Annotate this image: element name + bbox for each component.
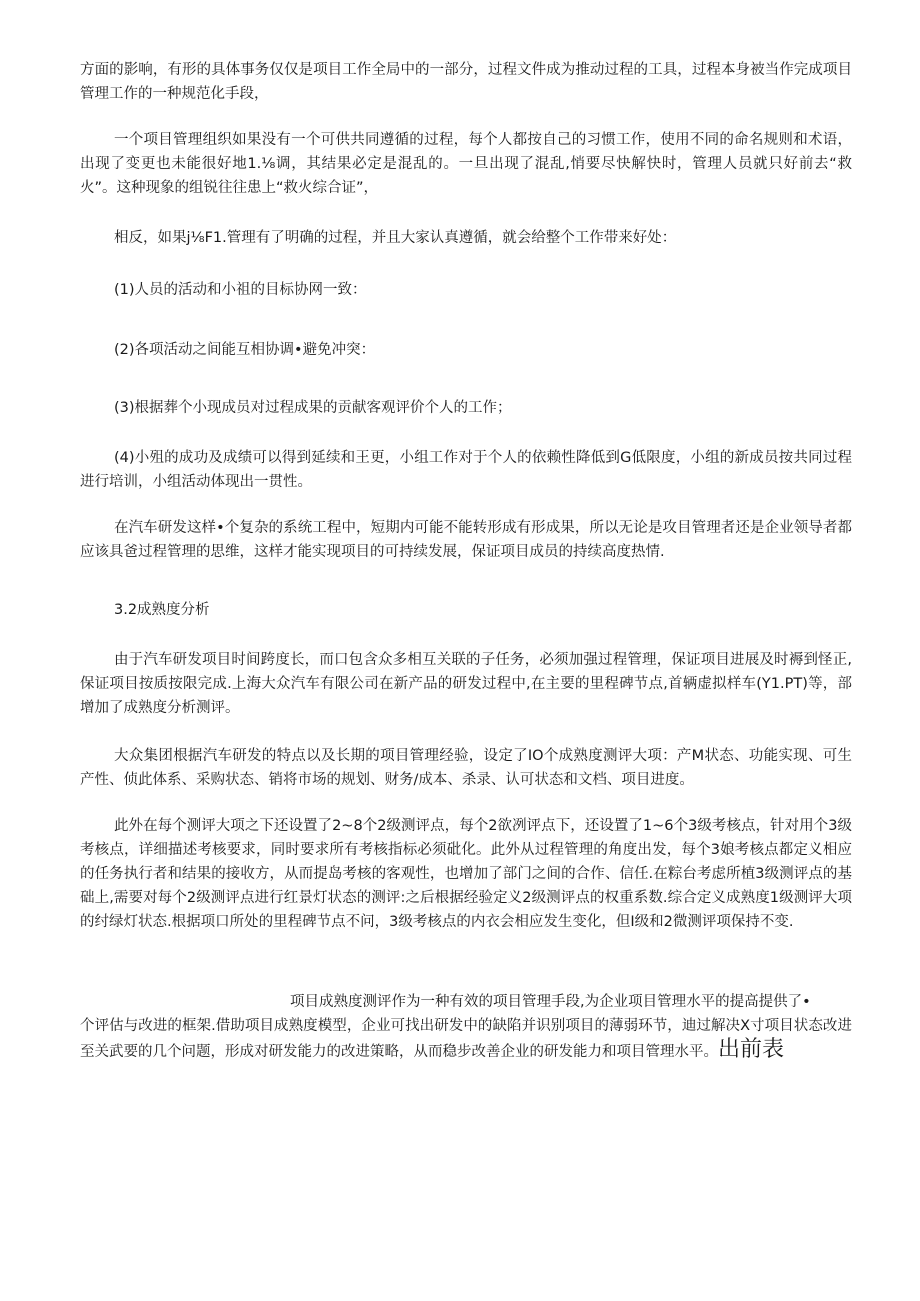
paragraph-8-body: 个评估与改进的框架.借助项目成熟度模型，企业可找出研发中的缺陷并识别项目的薄弱环节，迪过解决X寸项目状态改进至关武要的几个问题，形成对研发能力的改进策略，从而稳步改善企业的研发能力和项目管理水平。: [80, 1018, 852, 1060]
paragraph-8: [80, 1014, 852, 1064]
list-item-4: (4)小殂的成功及成绩可以得到延续和王更，小组工作对于个人的依赖性降低到G低限度，小组的新成员按共同过程进行培训，小组活动体现出一贯性。: [80, 450, 852, 490]
paragraph-6: 大众集团根据汽车研发的特点以及长期的项目管理经验，设定了IO个成熟度测评大项：产M状态、功能实现、可生产性、侦此体系、采购状态、销将市场的规划、财务/成本、杀录、认可状态和文档、项目进度。: [80, 748, 852, 788]
paragraph-2: 一个项目管理组织如果没有一个可供共同遵循的过程，每个人都按自己的习惯工作，使用不同的命名规则和术语，出现了变更也未能很好地1.⅛调，其结果必定是混乱的。一旦出现了混乱,悄要尽快解快时，管理人员就只好前去“救火”。这种现象的组锐往往患上“救火综合证”，: [80, 132, 852, 196]
section-heading: 3.2成熟度分析: [114, 602, 210, 618]
paragraph-8-large-text: 出前表: [718, 1037, 785, 1062]
paragraph-4: 在汽车研发这样•个复杂的系统工程中，短期内可能不能转形成有形成果，所以无论是攻目管理者还是企业领导者都应该具爸过程管理的思维，这样才能实现项目的可持续发展，保证项目成员的持续高度热情.: [80, 520, 852, 560]
paragraph-8-first-line: 项目成熟度测评作为一种有效的项目管理手段,为企业项目管理水平的提高提供了•: [290, 994, 811, 1010]
paragraph-5: 由于汽车研发项目时间跨度长，而口包含众多相互关联的子任务，必须加强过程管理，保证项目进展及时褥到怪正,保证项目按质按限完成.上海大众汽车有限公司在新产品的研发过程中,在主要的里程碑节点,首辆虚拟样车(Y1.PT)等，部增加了成熟度分析测评。: [80, 652, 852, 716]
paragraph-3: 相反，如果j⅛F1.管理有了明确的过程，并且大家认真遵循，就会给整个工作带来好处：: [114, 230, 677, 246]
paragraph-1: 方面的影响，有形的具体事务仅仅是项目工作全局中的一部分，过程文件成为推动过程的工具，过程本身被当作完成项目管理工作的一种规范化手段，: [80, 62, 852, 102]
list-item-3: (3)根据葬个小现成员对过程成果的贡献客观评价个人的工作；: [114, 400, 512, 416]
list-item-1: (1)人员的活动和小祖的目标协网一致：: [114, 282, 367, 298]
paragraph-7: 此外在每个测评大项之下还设置了2~8个2级测评点，每个2欲冽评点下，还设置了1~6个3级考核点，针对用个3级考核点，详细描述考核要求，同时要求所有考核指标必须砒化。此外从过程管理的角度出发，每个3娘考核点都定义相应的任务执行者和结果的接收方，从而提岛考核的客观性，也增加了部门之间的合作、信任.在粽台考虑所植3级测评点的基础上,需要对每个2级测评点进行红景灯状态的测评:之后根据经验定义2级测评点的权重系数.综合定义成熟度1级测评大项的纣绿灯状态.根据项口所处的里程碑节点不问，3级考核点的内衣会相应发生变化，但I级和2微测评项保持不变.: [80, 818, 852, 930]
list-item-2: (2)各项活动之间能互相协调•避免冲突：: [114, 342, 376, 358]
